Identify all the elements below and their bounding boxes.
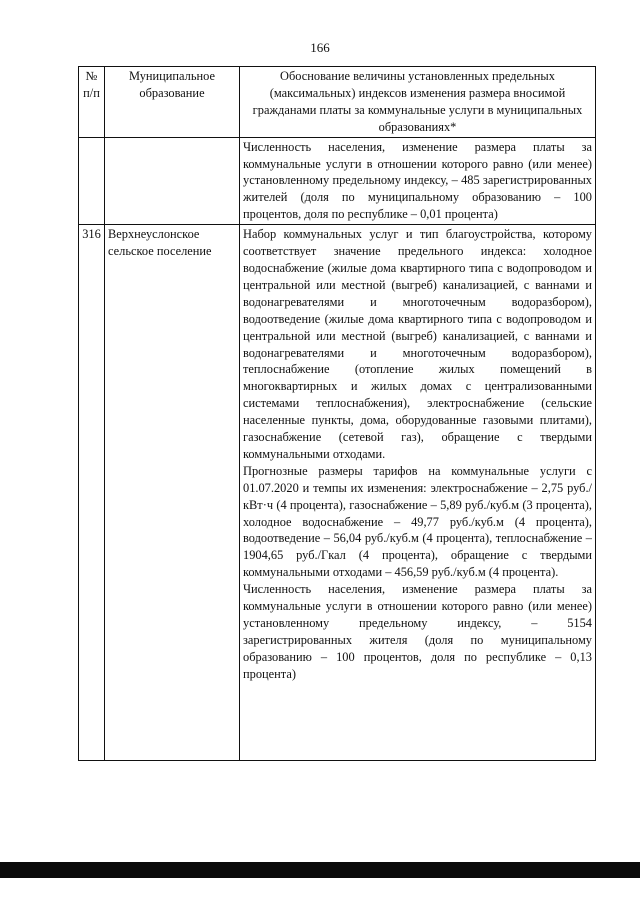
cell-justification (240, 225, 596, 761)
cell-municipality (105, 137, 240, 225)
cell-municipality: Верхнеуслонское сельское поселение (105, 225, 240, 761)
paragraph: Прогнозные размеры тарифов на коммунальные услуги с 01.07.2020 и темпы их изменения: электроснабжение – 2,75 руб./кВт·ч (4 процента), газоснабжение – 5,89 руб./куб.м (3 процента), холодное водоснабжение – 49,77 руб./куб.м (4 процента), водоотведение – 56,04 руб./куб.м (4 процента), теплоснабжение – 1904,65 руб./Гкал (4 процента), обращение с твердыми коммунальными отходами – 456,59 руб./куб.м (4 процента). (243, 463, 592, 580)
paragraph: Численность населения, изменение размера платы за коммунальные услуги в отношении которого равно (или менее) установленному предельному индексу, – 5154 зарегистрированных жителя (доля по муниципальному образованию – 100 процентов, доля по республике – 0,13 процента) (243, 582, 592, 681)
header-municipality: Муниципальное образование (105, 67, 240, 138)
paragraph: Набор коммунальных услуг и тип благоустройства, которому соответствует значение предельного индекса: холодное водоснабжение (жилые дома квартирного типа с водопроводом и центральной или местной (выгреб) канализацией, с ваннами и водонагревателями и многоточечным водоразбором), водоотведение (жилые дома квартирного типа с водопроводом и центральной или местной (выгреб) канализацией, с ваннами и водонагревателями и многоточечным водоразбором), теплоснабжение (отопление жилых помещений в многоквартирных и жилых домах с централизованными системами теплоснабжения), электроснабжение (сельские населенные пункты, дома, оборудованные газовыми плитами), газоснабжение (сетевой газ), обращение с твердыми коммунальными отходами. (243, 227, 592, 461)
table-row (79, 137, 596, 225)
page-number: 166 (310, 40, 330, 55)
paragraph: Численность населения, изменение размера платы за коммунальные услуги в отношении которого равно (или менее) установленному предельному индексу, – 485 зарегистрированных жителей (доля по муниципальному образованию – 100 процентов, доля по республике – 0,01 процента) (243, 139, 592, 222)
table-header-row (79, 67, 596, 138)
scan-edge-bar (0, 862, 640, 878)
cell-num (79, 137, 105, 225)
cell-justification (240, 137, 596, 225)
header-justification: Обоснование величины установленных предельных (максимальных) индексов изменения размера вносимой гражданами платы за коммунальные услуги в муниципальных образованиях* (240, 67, 596, 138)
header-num: № п/п (79, 67, 105, 138)
tariff-index-table (78, 66, 596, 761)
cell-num: 316 (79, 225, 105, 761)
table-row (79, 225, 596, 761)
